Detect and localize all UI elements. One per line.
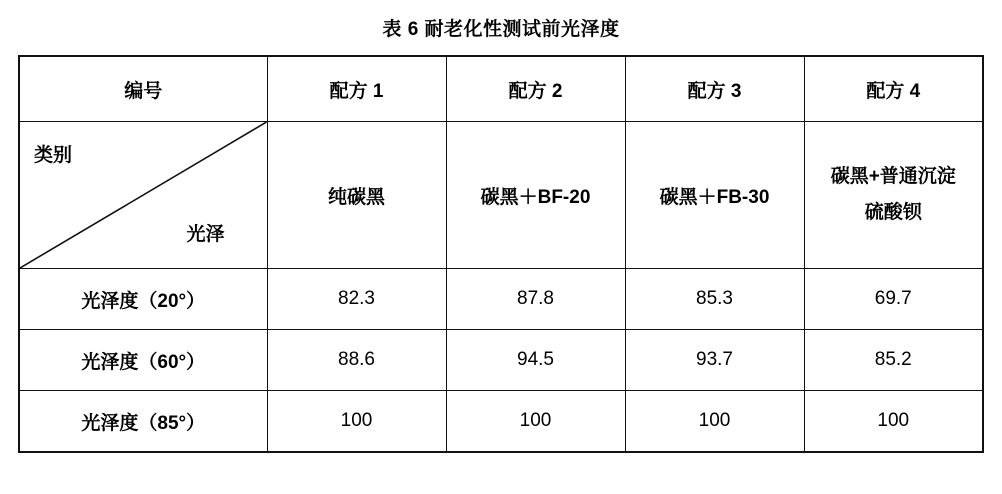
subheader-cell-4 [804, 122, 983, 269]
header-cell-formula-4: 配方 4 [804, 56, 983, 122]
table-caption: 表 6 耐老化性测试前光泽度 [382, 19, 620, 40]
cell-r0-c3: 69.7 [804, 269, 983, 330]
subheader-cell-4-line-2: 硫酸钡 [864, 202, 922, 223]
cell-r1-c2: 93.7 [625, 330, 804, 391]
cell-r2-c3: 100 [804, 391, 983, 453]
table-row [19, 330, 983, 391]
cell-r2-c1: 100 [446, 391, 625, 453]
gloss-table [18, 55, 984, 453]
header-cell-formula-1: 配方 1 [267, 56, 446, 122]
diagonal-header-cell [19, 122, 267, 269]
subheader-cell-1: 纯碳黑 [267, 122, 446, 269]
header-cell-id: 编号 [19, 56, 267, 122]
cell-r2-c2: 100 [625, 391, 804, 453]
diagonal-label-category: 类别 [34, 145, 73, 166]
table-row [19, 391, 983, 453]
table-subheader-row [19, 122, 983, 269]
cell-r0-c1: 87.8 [446, 269, 625, 330]
cell-r2-c0: 100 [267, 391, 446, 453]
row-label-gloss-85: 光泽度（85°） [19, 391, 267, 453]
subheader-cell-2: 碳黑＋BF-20 [446, 122, 625, 269]
cell-r1-c3: 85.2 [804, 330, 983, 391]
table-row [19, 269, 983, 330]
cell-r1-c0: 88.6 [267, 330, 446, 391]
row-label-gloss-60: 光泽度（60°） [19, 330, 267, 391]
diagonal-label-gloss: 光泽 [186, 224, 225, 245]
subheader-cell-4-line-1: 碳黑+普通沉淀 [830, 165, 956, 187]
header-cell-formula-3: 配方 3 [625, 56, 804, 122]
subheader-cell-3: 碳黑＋FB-30 [625, 122, 804, 269]
row-label-gloss-20: 光泽度（20°） [19, 269, 267, 330]
cell-r0-c2: 85.3 [625, 269, 804, 330]
table-header-row [19, 56, 983, 122]
cell-r1-c1: 94.5 [446, 330, 625, 391]
header-cell-formula-2: 配方 2 [446, 56, 625, 122]
cell-r0-c0: 82.3 [267, 269, 446, 330]
